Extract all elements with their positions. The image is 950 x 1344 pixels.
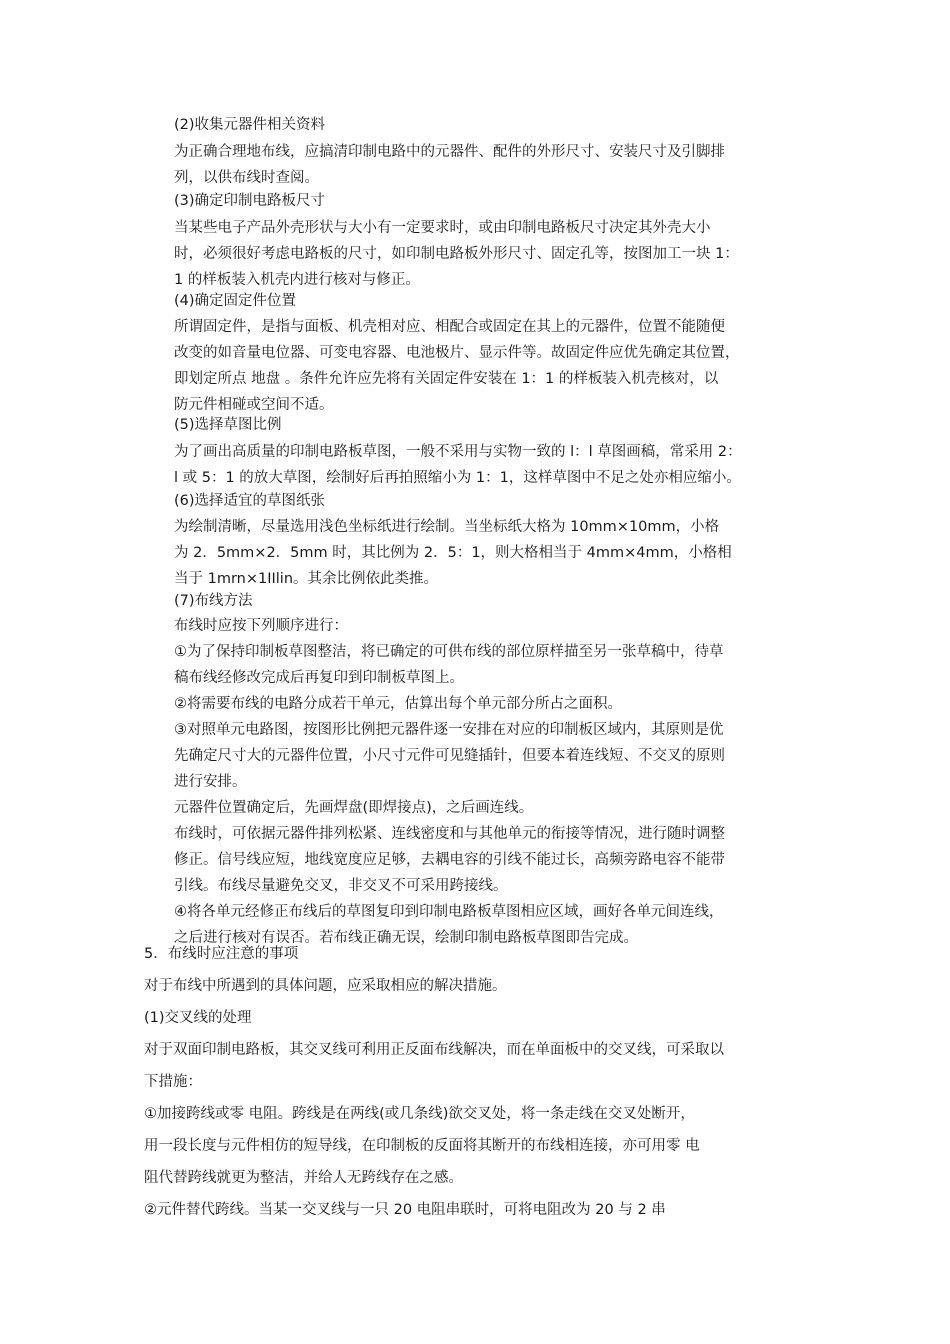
text-line: ①加接跨线或零 电阻。跨线是在两线(或几条线)欲交叉处，将一条走线在交叉处断开， <box>144 1106 695 1122</box>
text-line: 防元件相碰或空间不适。 <box>174 397 334 413</box>
text-line: 用一段长度与元件相仿的短导线，在印制板的反面将其断开的布线相连接，亦可用零 电 <box>144 1138 700 1154</box>
text-line: 下措施： <box>144 1074 202 1090</box>
paragraph-5 <box>174 439 742 491</box>
heading-line: (6)选择适宜的草图纸张 <box>174 493 326 509</box>
heading-line: (7)布线方法 <box>174 593 253 609</box>
paragraph-4 <box>174 314 740 418</box>
text-line: ③对照单元电路图，按图形比例把元器件逐一安排在对应的印制板区域内，其原则是优 <box>174 722 724 738</box>
text-line: 布线时应按下列顺序进行： <box>174 618 348 634</box>
text-line: 进行安排。 <box>174 774 247 790</box>
text-line: 布线时，可依据元器件排列松紧、连线密度和与其他单元的衔接等情况，进行随时调整 <box>174 826 725 842</box>
text-line: ④将各单元经修正布线后的草图复印到印制电路板草图相应区域，画好各单元间连线， <box>174 904 724 920</box>
text-line: 所谓固定件，是指与面板、机壳相对应、相配合或固定在其上的元器件，位置不能随便 <box>174 319 725 335</box>
text-line: 稿布线经修改完成后再复印到印制板草图上。 <box>174 670 464 686</box>
paragraph-6 <box>174 514 732 592</box>
heading-line: (3)确定印制电路板尺寸 <box>174 193 326 209</box>
section-heading-3 <box>174 188 325 214</box>
heading-line: (2)收集元器件相关资料 <box>174 117 326 133</box>
text-line: 为正确合理地布线，应搞清印制电路中的元器件、配件的外形尺寸、安装尺寸及引脚排 <box>174 144 725 160</box>
section-heading-5 <box>174 412 282 438</box>
text-line: 阻代替跨线就更为整洁，并给人无跨线存在之感。 <box>144 1170 463 1186</box>
text-line: 为绘制清晰，尽量选用浅色坐标纸进行绘制。当坐标纸大格为 10mm×10mm，小格 <box>174 519 720 535</box>
text-line: ①为了保持印制板草图整洁，将已确定的可供布线的部位原样描至另一张草稿中，待草 <box>174 644 724 660</box>
text-line: 元器件位置确定后，先画焊盘(即焊接点)，之后画连线。 <box>174 800 534 816</box>
section-heading-6 <box>174 488 325 514</box>
section-heading-7 <box>174 588 253 614</box>
text-line: 引线。布线尽量避免交叉，非交叉不可采用跨接线。 <box>174 878 508 894</box>
text-line: 列，以供布线时查阅。 <box>174 170 319 186</box>
text-line: 对于布线中所遇到的具体问题，应采取相应的解决措施。 <box>144 978 507 994</box>
subheading-crossing-lines: (1)交叉线的处理 <box>144 1010 252 1026</box>
text-line: l 或 5：1 的放大草图，绘制好后再拍照缩小为 1：1，这样草图中不足之处亦相应缩小。 <box>174 470 741 486</box>
text-line: 对于双面印制电路板，其交叉线可利用正反面布线解决，而在单面板中的交叉线，可采取以 <box>144 1042 724 1058</box>
section-heading-2 <box>174 112 325 138</box>
heading-line: (5)选择草图比例 <box>174 417 282 433</box>
paragraph-3 <box>174 215 739 293</box>
text-line: ②将需要布线的电路分成若干单元，估算出每个单元部分所占之面积。 <box>174 696 622 712</box>
paragraph-7 <box>174 613 725 951</box>
text-line: 之后进行核对有误否。若布线正确无误，绘制印制电路板草图即告完成。 <box>174 930 638 946</box>
text-line: 先确定尺寸大的元器件位置，小尺寸元件可见缝插针，但要本着连线短、不交叉的原则 <box>174 748 725 764</box>
text-line: 当于 1mrn×1IIlin。其余比例依此类推。 <box>174 571 439 587</box>
section-heading-4 <box>174 288 296 314</box>
text-line: 当某些电子产品外壳形状与大小有一定要求时，或由印制电路板尺寸决定其外壳大小 <box>174 220 711 236</box>
paragraph-2 <box>174 139 725 191</box>
text-line: 为了画出高质量的印制电路板草图，一般不采用与实物一致的 l：l 草图画稿，常采用 2： <box>174 444 742 460</box>
text-line: 为 2．5mm×2．5mm 时，其比例为 2．5：1，则大格相当于 4mm×4mm，小格相 <box>174 545 732 561</box>
text-line: 时，必须很好考虑电路板的尺寸，如印制电路板外形尺寸、固定孔等，按图加工一块 1： <box>174 246 739 262</box>
text-line: ②元件替代跨线。当某一交叉线与一只 20 电阻串联时，可将电阻改为 20 与 2 串 <box>144 1202 666 1218</box>
text-line: 改变的如音量电位器、可变电容器、电池极片、显示件等。故固定件应优先确定其位置， <box>174 345 740 361</box>
heading-line: (4)确定固定件位置 <box>174 293 297 309</box>
section-5-body <box>144 938 724 1226</box>
section-heading-5-notes: 5．布线时应注意的事项 <box>144 946 299 962</box>
text-line: 修正。信号线应短，地线宽度应足够，去耦电容的引线不能过长，高频旁路电容不能带 <box>174 852 725 868</box>
text-line: 1 的样板装入机壳内进行核对与修正。 <box>174 272 420 288</box>
text-line: 即划定所点 地盘 。条件允许应先将有关固定件安装在 1：1 的样板装入机壳核对，以 <box>174 371 719 387</box>
